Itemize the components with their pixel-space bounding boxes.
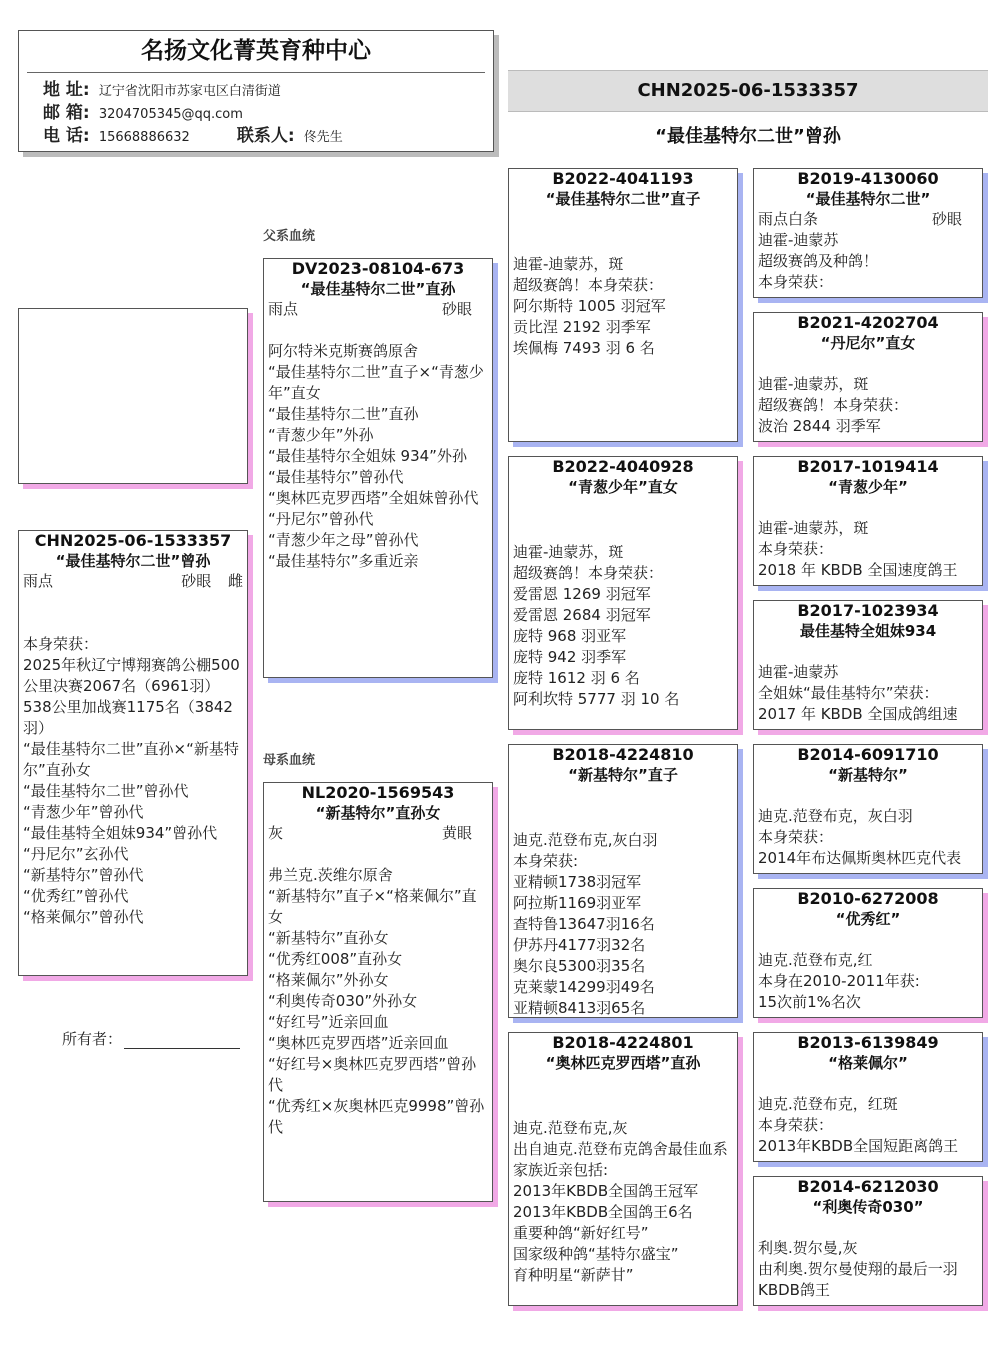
note-line: 庞特 968 羽亚军 — [513, 627, 627, 645]
note-line: 庞特 942 羽季军 — [513, 648, 627, 666]
note-line: 阿尔特米克斯赛鸽原舍 — [268, 342, 419, 360]
note-line: 迪克.范登布克,灰白羽 — [513, 831, 658, 849]
note-line: “青葱少年”曾孙代 — [23, 803, 144, 821]
note-line: 本身荣获： — [23, 635, 99, 653]
dam-traits — [268, 823, 488, 844]
note-line: 迪霍-迪蒙苏，斑 — [758, 519, 869, 537]
subject-card — [18, 530, 248, 976]
note-line: 利奥.贺尔曼,灰 — [758, 1239, 858, 1257]
contact-label: 联系人: — [236, 126, 295, 146]
note-line: 家族近亲包括: — [513, 1161, 609, 1179]
note-line: 弗兰克.茨维尔原舍 — [268, 866, 393, 884]
note-line: “奥林匹克罗西塔”全姐妹曾孙代 — [268, 489, 479, 507]
card-notes — [758, 1238, 978, 1301]
note-line: 本身荣获: — [513, 852, 579, 870]
note-line: “青葱少年之母”曾孙代 — [268, 531, 419, 549]
header-card — [18, 30, 494, 152]
subject-ring: CHN2025-06-1533357 — [34, 531, 232, 550]
note-line: 迪霍-迪蒙苏，斑 — [513, 255, 624, 273]
card-gap — [513, 785, 733, 830]
card-notes — [758, 374, 978, 437]
note-line: 本身荣获： — [758, 828, 834, 846]
card-ring: B2018-4224801 — [552, 1033, 694, 1052]
note-line: 国家级种鸽“基特尔盛宝” — [513, 1245, 679, 1263]
card-gap — [513, 209, 733, 254]
note-line: 出自迪克.范登布克鸽舍最佳血系 — [513, 1140, 728, 1158]
note-line: “格莱佩尔”外孙女 — [268, 971, 389, 989]
note-line: 2013年KBDB全国鸽王冠军 — [513, 1182, 699, 1200]
great-grandparent-card-5 — [753, 744, 983, 874]
note-line: 迪霍-迪蒙苏，斑 — [513, 543, 624, 561]
note-line: 阿尔斯特 1005 羽冠军 — [513, 297, 666, 315]
card-ring: B2010-6272008 — [797, 889, 939, 908]
note-line: “优秀红008”直孙女 — [268, 950, 403, 968]
note-line: “最佳基特尔全姐妹 934”外孙 — [268, 447, 467, 465]
dam-name: “新基特尔”直孙女 — [315, 804, 441, 822]
note-line: 本身荣获： — [758, 1116, 834, 1134]
note-line: 全姐妹“最佳基特尔”荣获： — [758, 684, 939, 702]
sire-color: 雨点 — [268, 300, 299, 318]
note-line: “格莱佩尔”曾孙代 — [23, 908, 144, 926]
card-gap — [513, 1073, 733, 1118]
photo-placeholder — [18, 308, 248, 484]
card-ring: B2018-4224810 — [552, 745, 694, 764]
great-grandparent-card-4 — [753, 600, 983, 730]
note-line: “最佳基特全姐妹934”曾孙代 — [23, 824, 218, 842]
sire-ring: DV2023-08104-673 — [291, 259, 465, 278]
card-notes — [513, 542, 733, 710]
note-line: 538公里加战赛1175名（3842羽） — [23, 698, 233, 737]
note-line: 超级赛鸽及种鸽！ — [758, 252, 879, 270]
card-name: “新基特尔” — [828, 766, 908, 784]
sire-line-label: 父系血统 — [263, 229, 316, 244]
card-name: “利奥传奇030” — [812, 1198, 924, 1216]
email-label: 邮 箱: — [43, 103, 90, 123]
email-value: 3204705345@qq.com — [98, 107, 243, 122]
note-line: 本身荣获： — [758, 273, 834, 291]
note-line: 重要种鸽“新好红号” — [513, 1224, 649, 1242]
great-grandparent-card-7 — [753, 1032, 983, 1162]
note-line: “好红号”近亲回血 — [268, 1013, 389, 1031]
note-line: 阿利坎特 5777 羽 10 名 — [513, 690, 680, 708]
card-ring: B2017-1019414 — [797, 457, 939, 476]
note-line: 亚精顿1738羽冠军 — [513, 873, 642, 891]
card-gap — [758, 1073, 978, 1094]
note-line: “青葱少年”外孙 — [268, 426, 374, 444]
card-ring: B2022-4040928 — [552, 457, 694, 476]
phone-row — [27, 125, 485, 148]
card-name: “优秀红” — [835, 910, 901, 928]
header-divider — [27, 72, 485, 73]
card-ring: B2014-6212030 — [797, 1177, 939, 1196]
note-line: 超级赛鸽！本身荣获： — [513, 276, 664, 294]
note-line: 埃佩梅 7493 羽 6 名 — [513, 339, 655, 357]
subject-name: “最佳基特尔二世”曾孙 — [55, 552, 211, 570]
top-ring-banner — [508, 70, 988, 112]
card-name: “新基特尔”直子 — [568, 766, 678, 784]
card-gap — [758, 353, 978, 374]
owner-blank-line — [124, 1032, 240, 1049]
card-gap — [758, 641, 978, 662]
note-line: 2018 年 KBDB 全国速度鸽王 — [758, 561, 958, 579]
card-name: “青葱少年” — [828, 478, 908, 496]
sire-gap — [268, 320, 488, 341]
card-name: “奥林匹克罗西塔”直孙 — [545, 1054, 701, 1072]
owner-label: 所有者： — [62, 1030, 123, 1048]
loft-title: 名扬文化菁英育种中心 — [141, 38, 371, 64]
card-notes — [758, 806, 978, 869]
note-line: “丹尼尔”曾孙代 — [268, 510, 374, 528]
dam-line-label: 母系血统 — [263, 753, 316, 768]
great-grandparent-card-6 — [753, 888, 983, 1018]
sire-traits — [268, 299, 488, 320]
card-traits — [758, 209, 978, 230]
card-gap — [758, 1217, 978, 1238]
subject-eye: 砂眼 — [181, 572, 212, 590]
note-line: “优秀红×灰奥林匹克9998”曾孙代 — [268, 1097, 485, 1136]
contact-value: 佟先生 — [303, 130, 343, 145]
note-line: 迪霍-迪蒙苏 — [758, 663, 839, 681]
address-value: 辽宁省沈阳市苏家屯区白清街道 — [98, 84, 281, 99]
granddam-paternal-card — [508, 456, 738, 730]
note-line: 波治 2844 羽季军 — [758, 417, 881, 435]
note-line: “最佳基特尔”曾孙代 — [268, 468, 404, 486]
note-line: 迪克.范登布克,红 — [758, 951, 873, 969]
note-line: 超级赛鸽！本身荣获： — [513, 564, 664, 582]
note-line: 伊苏丹4177羽32名 — [513, 936, 646, 954]
card-name: “最佳基特尔二世”直子 — [545, 190, 701, 208]
subject-sex: 雌 — [227, 572, 243, 590]
grandsire-paternal-card — [508, 168, 738, 442]
great-grandparent-card-8 — [753, 1176, 983, 1306]
note-line: 本身在2010-2011年获: — [758, 972, 920, 990]
phone-label: 电 话: — [43, 126, 90, 146]
card-notes — [513, 830, 733, 1018]
card-ring: B2017-1023934 — [797, 601, 939, 620]
card-notes — [513, 1118, 733, 1286]
note-line: “新基特尔”曾孙代 — [23, 866, 144, 884]
top-name: “最佳基特尔二世”曾孙 — [655, 126, 841, 147]
sire-card — [263, 258, 493, 678]
note-line: 迪克.范登布克,灰 — [513, 1119, 628, 1137]
owner-field — [62, 1028, 240, 1049]
dam-eye: 黄眼 — [441, 824, 472, 842]
card-gap — [513, 497, 733, 542]
card-notes — [758, 662, 978, 725]
sire-eye: 砂眼 — [441, 300, 472, 318]
note-line: “最佳基特尔二世”曾孙代 — [23, 782, 189, 800]
note-line: “利奥传奇030”外孙女 — [268, 992, 418, 1010]
top-ring: CHN2025-06-1533357 — [637, 80, 859, 101]
dam-gap — [268, 844, 488, 865]
card-notes — [513, 254, 733, 359]
note-line: 2014年布达佩斯奥林匹克代表 — [758, 849, 962, 867]
note-line: 迪霍-迪蒙苏 — [758, 231, 839, 249]
note-line: 2013年KBDB全国短距离鸽王 — [758, 1137, 959, 1155]
note-line: “最佳基特尔二世”直子×“青葱少年”直女 — [268, 363, 484, 402]
card-ring: B2019-4130060 — [797, 169, 939, 188]
dam-notes — [268, 865, 488, 1138]
granddam-maternal-card — [508, 1032, 738, 1306]
card-eye: 砂眼 — [931, 210, 962, 228]
note-line: “新基特尔”直孙女 — [268, 929, 389, 947]
note-line: 克莱蒙14299羽49名 — [513, 978, 655, 996]
card-ring: B2013-6139849 — [797, 1033, 939, 1052]
card-notes — [758, 230, 978, 293]
subject-notes — [23, 634, 243, 928]
card-notes — [758, 950, 978, 1013]
card-color: 雨点白条 — [758, 210, 819, 228]
card-notes — [758, 1094, 978, 1157]
great-grandparent-card-1 — [753, 168, 983, 298]
card-gap — [758, 785, 978, 806]
note-line: 15次前1%名次 — [758, 993, 861, 1011]
card-name: “丹尼尔”直女 — [820, 334, 916, 352]
great-grandparent-card-2 — [753, 312, 983, 442]
note-line: “优秀红”曾孙代 — [23, 887, 129, 905]
card-name: 最佳基特全姐妹934 — [799, 622, 937, 640]
note-line: 2025年秋辽宁博翔赛鸽公棚500公里决赛2067名（6961羽） — [23, 656, 240, 695]
note-line: 贡比涅 2192 羽季军 — [513, 318, 651, 336]
note-line: 由利奥.贺尔曼使翔的最后一羽KBDB鸽王 — [758, 1260, 958, 1299]
address-row — [27, 79, 485, 102]
note-line: 庞特 1612 羽 6 名 — [513, 669, 640, 687]
grandsire-maternal-card — [508, 744, 738, 1018]
phone-value: 15668886632 — [98, 130, 190, 145]
sire-name: “最佳基特尔二世”直孙 — [300, 280, 456, 298]
note-line: 奥尔良5300羽35名 — [513, 957, 646, 975]
subject-color: 雨点 — [23, 572, 54, 590]
note-line: 迪克.范登布克，红斑 — [758, 1095, 898, 1113]
note-line: 爱雷恩 1269 羽冠军 — [513, 585, 651, 603]
note-line: “最佳基特尔”多重近亲 — [268, 552, 419, 570]
note-line: 爱雷恩 2684 羽冠军 — [513, 606, 651, 624]
dam-card — [263, 782, 493, 1202]
dam-color: 灰 — [268, 824, 284, 842]
note-line: “新基特尔”直子×“格莱佩尔”直女 — [268, 887, 477, 926]
card-ring: B2021-4202704 — [797, 313, 939, 332]
note-line: 迪克.范登布克，灰白羽 — [758, 807, 913, 825]
sire-notes — [268, 341, 488, 572]
note-line: “丹尼尔”玄孙代 — [23, 845, 129, 863]
address-label: 地 址: — [43, 80, 90, 100]
card-name: “最佳基特尔二世” — [805, 190, 931, 208]
note-line: 阿拉斯1169羽亚军 — [513, 894, 642, 912]
subject-traits — [23, 571, 243, 592]
card-gap — [758, 929, 978, 950]
card-name: “格莱佩尔” — [828, 1054, 908, 1072]
dam-ring: NL2020-1569543 — [301, 783, 455, 802]
subject-gap — [23, 592, 243, 634]
note-line: 亚精顿8413羽65名 — [513, 999, 646, 1017]
note-line: 迪霍-迪蒙苏，斑 — [758, 375, 869, 393]
note-line: “奥林匹克罗西塔”近亲回血 — [268, 1034, 449, 1052]
great-grandparent-card-3 — [753, 456, 983, 586]
note-line: 2017 年 KBDB 全国成鸽组速 — [758, 705, 958, 723]
card-ring: B2014-6091710 — [797, 745, 939, 764]
note-line: “好红号×奥林匹克罗西塔”曾孙代 — [268, 1055, 477, 1094]
card-ring: B2022-4041193 — [552, 169, 694, 188]
note-line: 本身荣获： — [758, 540, 834, 558]
card-name: “青葱少年”直女 — [568, 478, 678, 496]
card-notes — [758, 518, 978, 581]
note-line: “最佳基特尔二世”直孙×“新基特尔”直孙女 — [23, 740, 239, 779]
note-line: “最佳基特尔二世”直孙 — [268, 405, 419, 423]
email-row — [27, 102, 485, 125]
note-line: 育种明星“新萨甘” — [513, 1266, 634, 1284]
note-line: 2013年KBDB全国鸽王6名 — [513, 1203, 693, 1221]
note-line: 超级赛鸽！本身荣获： — [758, 396, 909, 414]
card-gap — [758, 497, 978, 518]
note-line: 查特鲁13647羽16名 — [513, 915, 655, 933]
